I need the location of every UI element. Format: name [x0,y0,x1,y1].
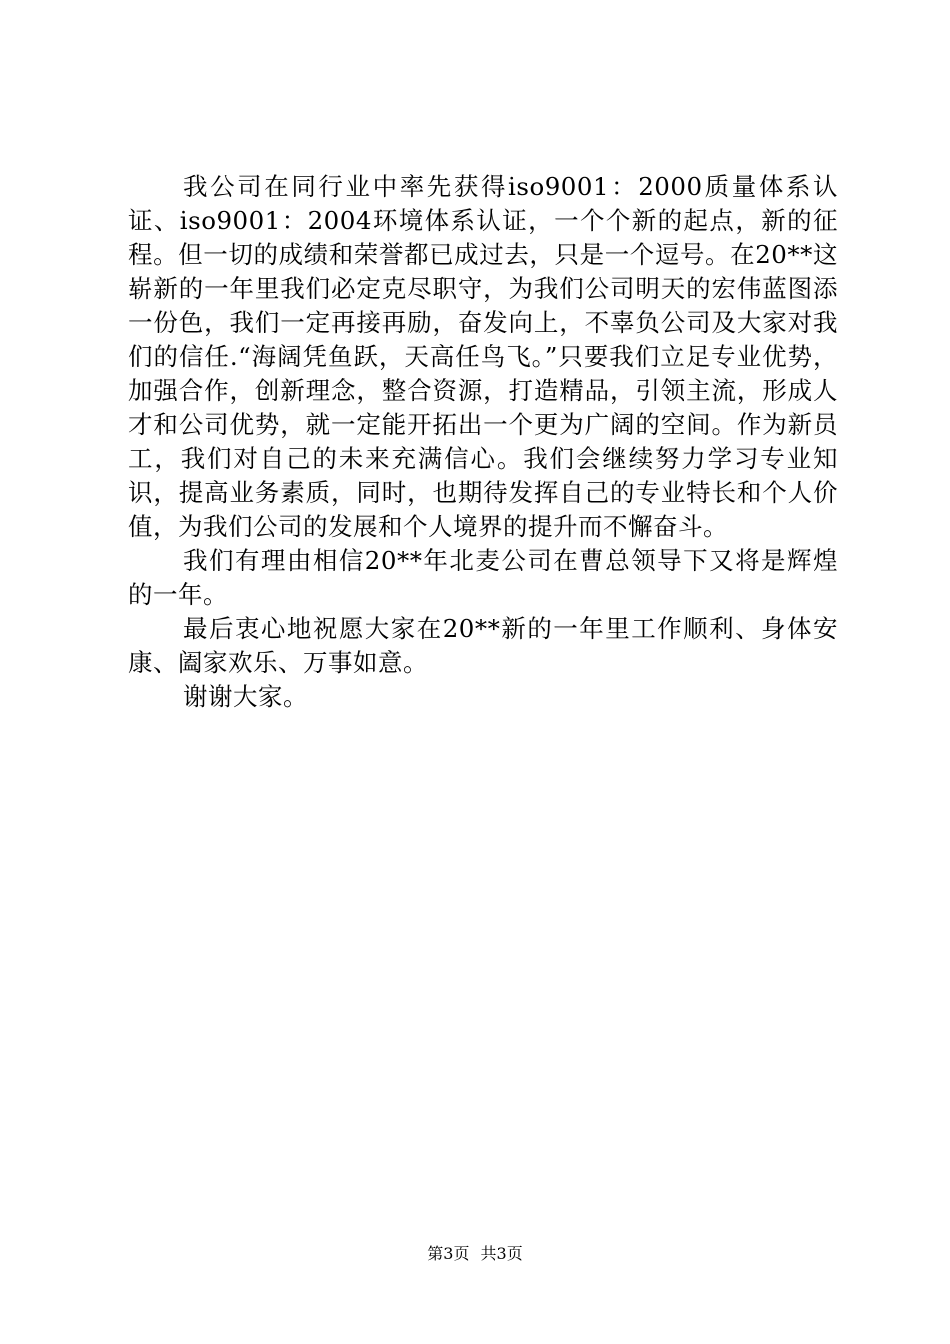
page-total: 共3页 [480,1244,523,1263]
page-number: 第3页 [427,1244,470,1263]
paragraph-4: 谢谢大家。 [183,682,308,711]
paragraph-3: 最后衷心地祝愿大家在20**新的一年里工作顺利、身体安康、阖家欢乐、万事如意。 [128,614,838,677]
page-footer [0,1243,950,1265]
paragraph-1: 我公司在同行业中率先获得iso9001：2000质量体系认证、iso9001：2004环境体系认证，一个个新的起点，新的征程。但一切的成绩和荣誉都已成过去，只是一个逗号。在20**这崭新的一年里我们必定克尽职守，为我们公司明天的宏伟蓝图添一份色，我们一定再接再励，奋发向上，不辜负公司及大家对我们的信任.“海阔凭鱼跃，天高任鸟飞。”只要我们立足专业优势，加强合作，创新理念，整合资源，打造精品，引领主流，形成人才和公司优势，就一定能开拓出一个更为广阔的空间。作为新员工，我们对自己的未来充满信心。我们会继续努力学习专业知识，提高业务素质，同时，也期待发挥自己的专业特长和个人价值，为我们公司的发展和个人境界的提升而不懈奋斗。 [128,172,838,541]
paragraph-2: 我们有理由相信20**年北麦公司在曹总领导下又将是辉煌的一年。 [128,546,838,609]
document-body [128,170,838,714]
